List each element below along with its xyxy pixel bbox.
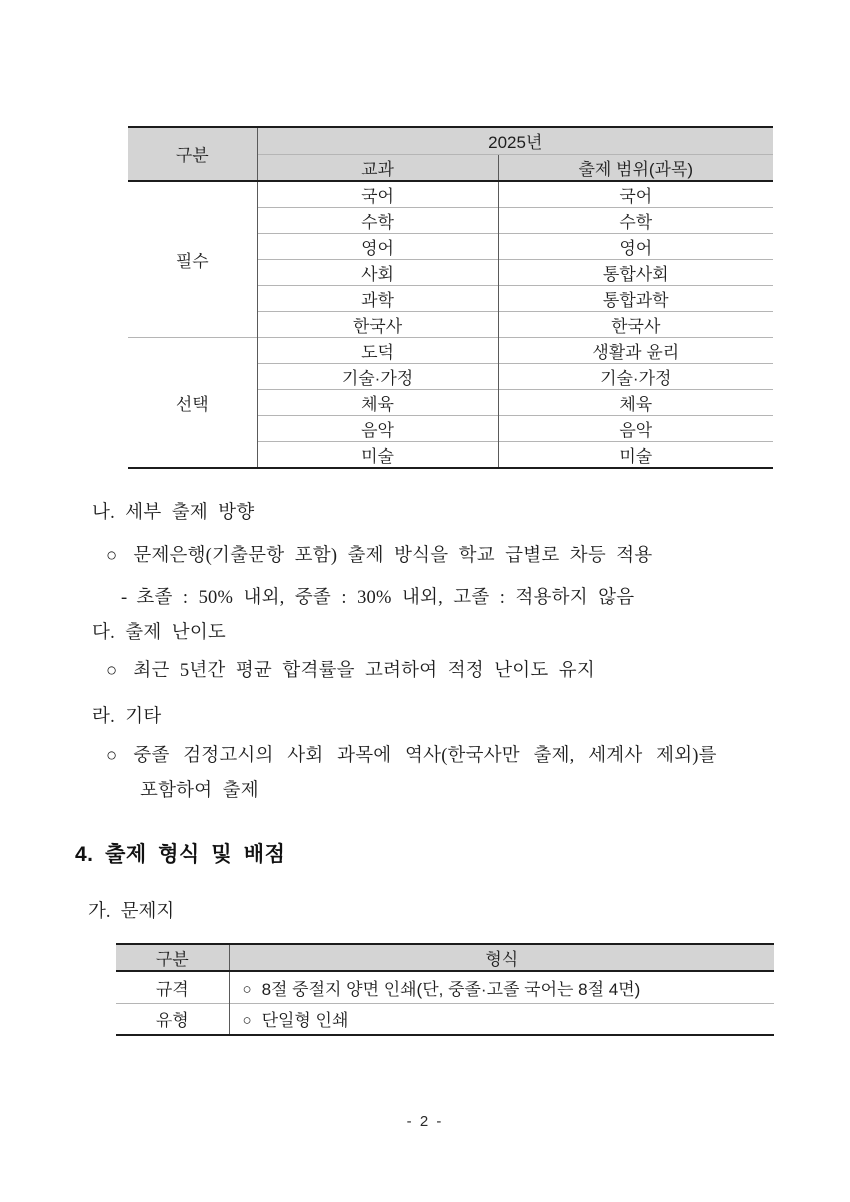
section4-heading: 4. 출제 형식 및 배점	[75, 843, 286, 866]
section-da-bullet	[106, 660, 595, 682]
subjects-table	[128, 126, 773, 469]
subjects-table-header-scope: 출제 범위(과목)	[498, 154, 773, 181]
scope-cell: 체육	[498, 389, 773, 415]
bullet-circle-icon: ○	[242, 980, 252, 998]
subject-cell: 기술·가정	[257, 363, 498, 389]
format-table	[116, 943, 774, 1036]
table-row	[128, 181, 773, 208]
section-da-heading: 다. 출제 난이도	[92, 623, 227, 643]
format-value-cell	[229, 971, 774, 1003]
bullet-circle-icon: ○	[242, 1012, 252, 1030]
subject-cell: 미술	[257, 441, 498, 468]
subjects-table-header-category: 구분	[128, 127, 257, 181]
scope-cell: 통합과학	[498, 285, 773, 311]
subject-cell: 도덕	[257, 337, 498, 363]
scope-cell: 통합사회	[498, 259, 773, 285]
subjects-table-header-subject: 교과	[257, 154, 498, 181]
section-ra-heading: 라. 기타	[92, 707, 162, 727]
table-row	[128, 337, 773, 363]
table-row	[116, 971, 774, 1003]
group-label-cell: 필수	[175, 251, 209, 271]
section-ra-bullet-continuation: 포함하여 출제	[140, 781, 259, 801]
bullet-text: 최근 5년간 평균 합격률을 고려하여 적정 난이도 유지	[133, 661, 595, 681]
bullet-circle-icon: ○	[106, 746, 118, 766]
format-label-cell: 유형	[116, 1003, 229, 1035]
bullet-circle-icon: ○	[106, 661, 118, 681]
scope-cell: 국어	[498, 181, 773, 208]
bullet-circle-icon: ○	[106, 546, 118, 566]
bullet-text: 문제은행(기출문항 포함) 출제 방식을 학교 급별로 차등 적용	[133, 546, 653, 566]
scope-cell: 한국사	[498, 311, 773, 337]
subject-cell: 과학	[257, 285, 498, 311]
subjects-table-header-year: 2025년	[257, 127, 773, 154]
section-na-bullet	[106, 545, 652, 567]
section-na-heading: 나. 세부 출제 방향	[92, 503, 255, 523]
format-table-header-format: 형식	[229, 944, 774, 971]
table-row	[116, 1003, 774, 1035]
format-table-header-category: 구분	[116, 944, 229, 971]
scope-cell: 기술·가정	[498, 363, 773, 389]
scope-cell: 음악	[498, 415, 773, 441]
format-text: 8절 중절지 양면 인쇄(단, 중졸·고졸 국어는 8절 4면)	[261, 979, 641, 999]
group-label-cell: 선택	[128, 337, 257, 468]
section-na-subitem	[121, 587, 634, 609]
scope-cell: 미술	[498, 441, 773, 468]
subitem-text: 초졸 : 50% 내외, 중졸 : 30% 내외, 고졸 : 적용하지 않음	[136, 588, 635, 608]
subject-cell: 수학	[257, 207, 498, 233]
scope-cell: 수학	[498, 207, 773, 233]
format-value-cell	[229, 1003, 774, 1035]
page-number: - 2 -	[406, 1113, 444, 1130]
subject-cell: 음악	[257, 415, 498, 441]
subject-cell: 사회	[257, 259, 498, 285]
subject-cell: 국어	[257, 181, 498, 208]
format-text: 단일형 인쇄	[261, 1011, 349, 1031]
subject-cell: 영어	[257, 233, 498, 259]
dash-icon: -	[121, 588, 128, 608]
scope-cell: 생활과 윤리	[498, 337, 773, 363]
scope-cell: 영어	[498, 233, 773, 259]
subject-cell: 한국사	[257, 311, 498, 337]
section4-subheading: 가. 문제지	[88, 902, 175, 922]
subject-cell: 체육	[257, 389, 498, 415]
section-ra-bullet	[106, 745, 717, 767]
bullet-text: 중졸 검정고시의 사회 과목에 역사(한국사만 출제, 세계사 제외)를	[133, 746, 717, 766]
format-label-cell: 규격	[116, 971, 229, 1003]
